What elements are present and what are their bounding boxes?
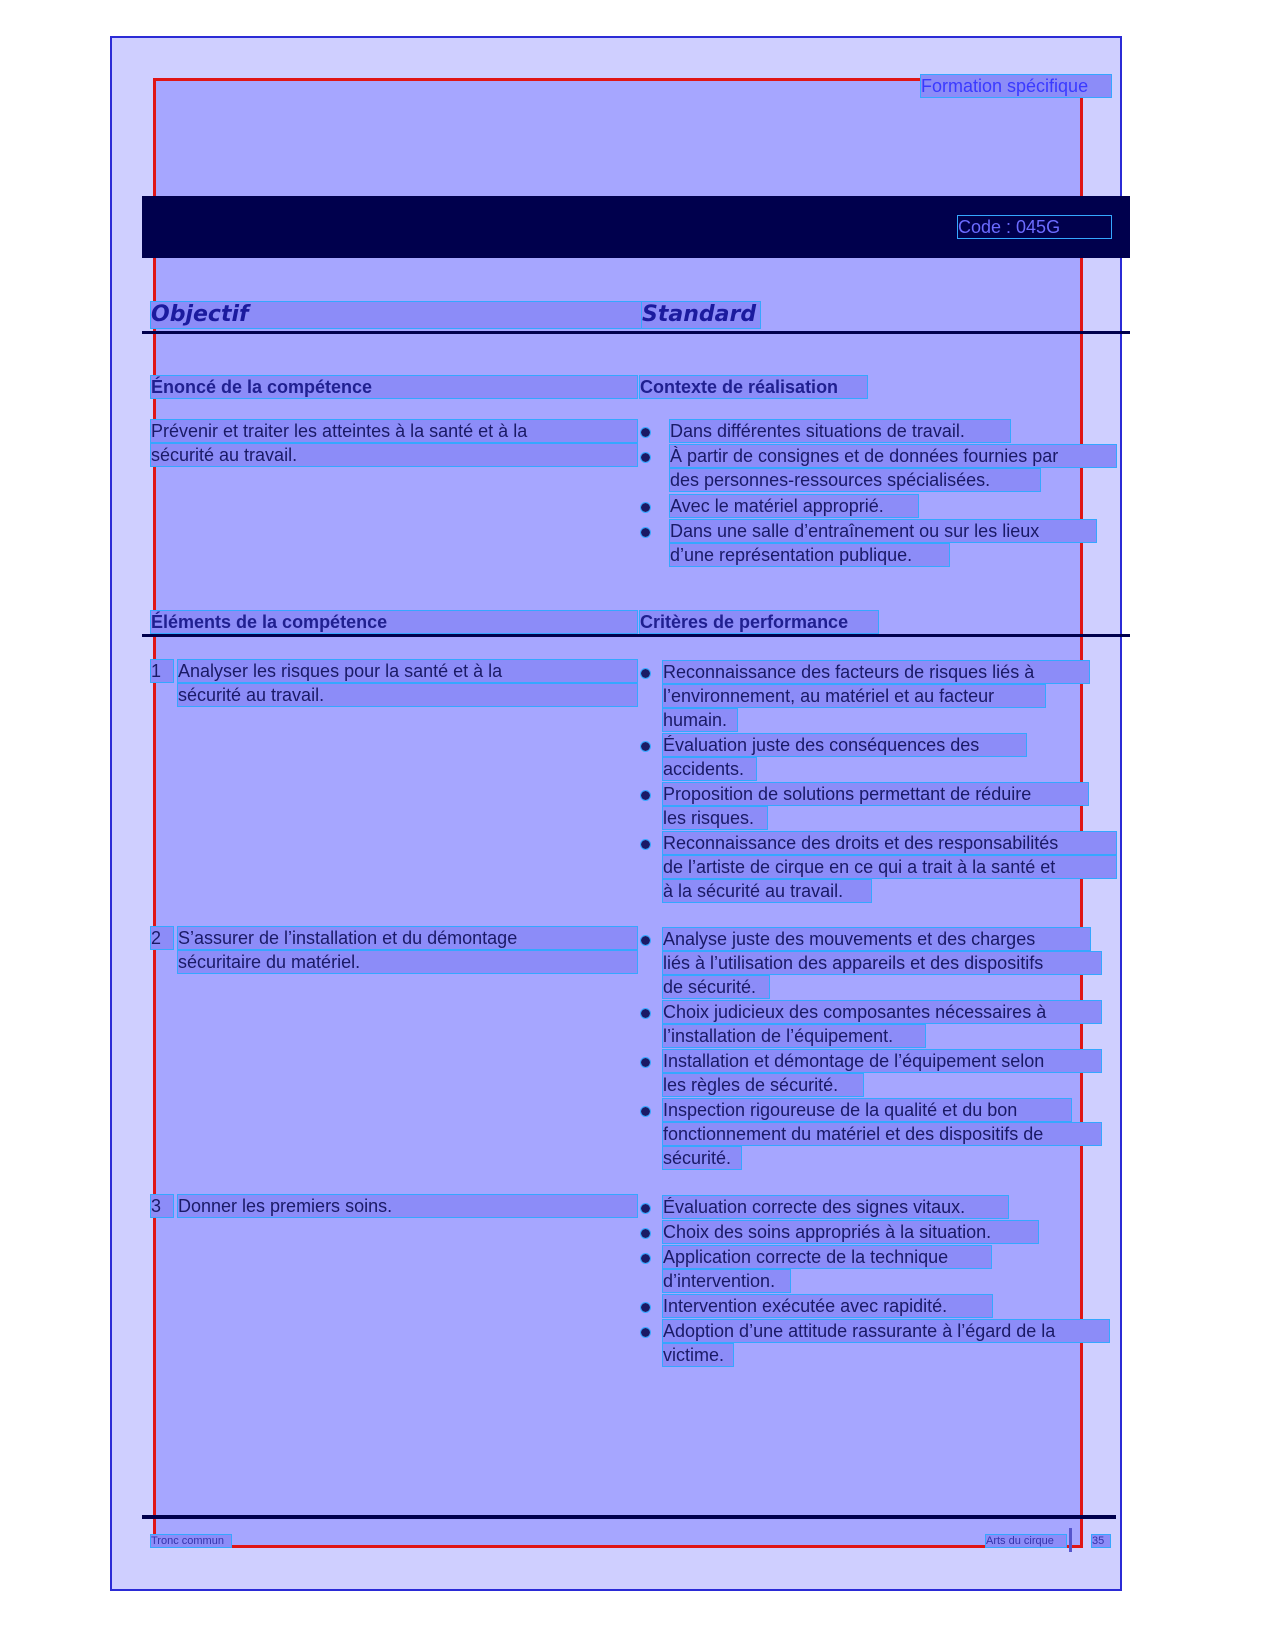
context-line: À partir de consignes et de données fournies par bbox=[670, 445, 1116, 467]
footer-right: Arts du cirque bbox=[986, 1535, 1066, 1547]
competency-code: Code : 045G bbox=[958, 216, 1111, 238]
criteria-line: Choix judicieux des composantes nécessaires à bbox=[663, 1001, 1101, 1023]
criteria-bullet bbox=[641, 1303, 650, 1312]
statement-line-1: Prévenir et traiter les atteintes à la santé et à la bbox=[151, 420, 637, 442]
criteria-bullet bbox=[641, 840, 650, 849]
title-rule bbox=[142, 331, 1130, 334]
criteria-line: sécurité. bbox=[663, 1147, 741, 1169]
criteria-line: de sécurité. bbox=[663, 976, 769, 998]
criteria-line: à la sécurité au travail. bbox=[663, 880, 871, 902]
context-heading: Contexte de réalisation bbox=[640, 376, 867, 398]
criteria-bullet bbox=[641, 936, 650, 945]
criteria-bullet bbox=[641, 669, 650, 678]
context-line: des personnes-ressources spécialisées. bbox=[670, 469, 1040, 491]
criteria-line: les règles de sécurité. bbox=[663, 1074, 863, 1096]
criteria-line: Adoption d’une attitude rassurante à l’égard de la bbox=[663, 1320, 1109, 1342]
footer-separator bbox=[1069, 1528, 1072, 1552]
criteria-line: Évaluation juste des conséquences des bbox=[663, 734, 1026, 756]
statement-line-2: sécurité au travail. bbox=[151, 444, 637, 466]
elements-rule bbox=[142, 634, 1130, 637]
element-line: sécuritaire du matériel. bbox=[178, 951, 637, 973]
criteria-line: Reconnaissance des facteurs de risques liés à bbox=[663, 661, 1089, 683]
criteria-line: Installation et démontage de l’équipement selon bbox=[663, 1050, 1101, 1072]
criteria-line: victime. bbox=[663, 1344, 733, 1366]
context-bullet bbox=[641, 453, 650, 462]
context-bullet bbox=[641, 503, 650, 512]
element-number: 2 bbox=[151, 927, 173, 949]
footer-rule bbox=[142, 1515, 1116, 1519]
criteria-line: Inspection rigoureuse de la qualité et du bon bbox=[663, 1099, 1071, 1121]
criteria-line: de l’artiste de cirque en ce qui a trait à la santé et bbox=[663, 856, 1116, 878]
criteria-line: Reconnaissance des droits et des responsabilités bbox=[663, 832, 1116, 854]
criteria-line: l’environnement, au matériel et au facteur bbox=[663, 685, 1045, 707]
criteria-bullet bbox=[641, 791, 650, 800]
program-label: Formation spécifique bbox=[921, 75, 1111, 97]
criteria-line: Choix des soins appropriés à la situation. bbox=[663, 1221, 1038, 1243]
criteria-bullet bbox=[641, 1009, 650, 1018]
section-title-objective: Objectif bbox=[151, 302, 641, 328]
criteria-line: humain. bbox=[663, 709, 737, 731]
element-line: sécurité au travail. bbox=[178, 684, 637, 706]
context-line: Dans différentes situations de travail. bbox=[670, 420, 1010, 442]
criteria-bullet bbox=[641, 1254, 650, 1263]
footer-left: Tronc commun bbox=[151, 1535, 231, 1547]
page-number: 35 bbox=[1092, 1535, 1110, 1547]
criteria-bullet bbox=[641, 742, 650, 751]
context-line: Dans une salle d’entraînement ou sur les lieux bbox=[670, 520, 1096, 542]
criteria-line: d’intervention. bbox=[663, 1270, 790, 1292]
criteria-line: fonctionnement du matériel et des dispositifs de bbox=[663, 1123, 1101, 1145]
criteria-line: les risques. bbox=[663, 807, 767, 829]
element-number: 3 bbox=[151, 1195, 173, 1217]
criteria-line: Intervention exécutée avec rapidité. bbox=[663, 1295, 992, 1317]
element-line: Analyser les risques pour la santé et à la bbox=[178, 660, 637, 682]
context-bullet bbox=[641, 528, 650, 537]
element-line: S’assurer de l’installation et du démontage bbox=[178, 927, 637, 949]
context-line: Avec le matériel approprié. bbox=[670, 495, 918, 517]
criteria-bullet bbox=[641, 1229, 650, 1238]
criteria-bullet bbox=[641, 1328, 650, 1337]
criteria-line: Évaluation correcte des signes vitaux. bbox=[663, 1196, 1008, 1218]
criteria-line: l’installation de l’équipement. bbox=[663, 1025, 925, 1047]
context-line: d’une représentation publique. bbox=[670, 544, 949, 566]
criteria-line: liés à l’utilisation des appareils et des dispositifs bbox=[663, 952, 1101, 974]
section-title-standard: Standard bbox=[642, 302, 760, 328]
elements-heading: Éléments de la compétence bbox=[151, 611, 637, 633]
criteria-bullet bbox=[641, 1058, 650, 1067]
criteria-line: Proposition de solutions permettant de réduire bbox=[663, 783, 1088, 805]
criteria-heading: Critères de performance bbox=[640, 611, 878, 633]
element-number: 1 bbox=[151, 660, 173, 682]
criteria-line: Application correcte de la technique bbox=[663, 1246, 991, 1268]
element-line: Donner les premiers soins. bbox=[178, 1195, 637, 1217]
criteria-line: accidents. bbox=[663, 758, 756, 780]
context-bullet bbox=[641, 428, 650, 437]
statement-heading: Énoncé de la compétence bbox=[151, 376, 637, 398]
criteria-line: Analyse juste des mouvements et des charges bbox=[663, 928, 1090, 950]
criteria-bullet bbox=[641, 1204, 650, 1213]
criteria-bullet bbox=[641, 1107, 650, 1116]
